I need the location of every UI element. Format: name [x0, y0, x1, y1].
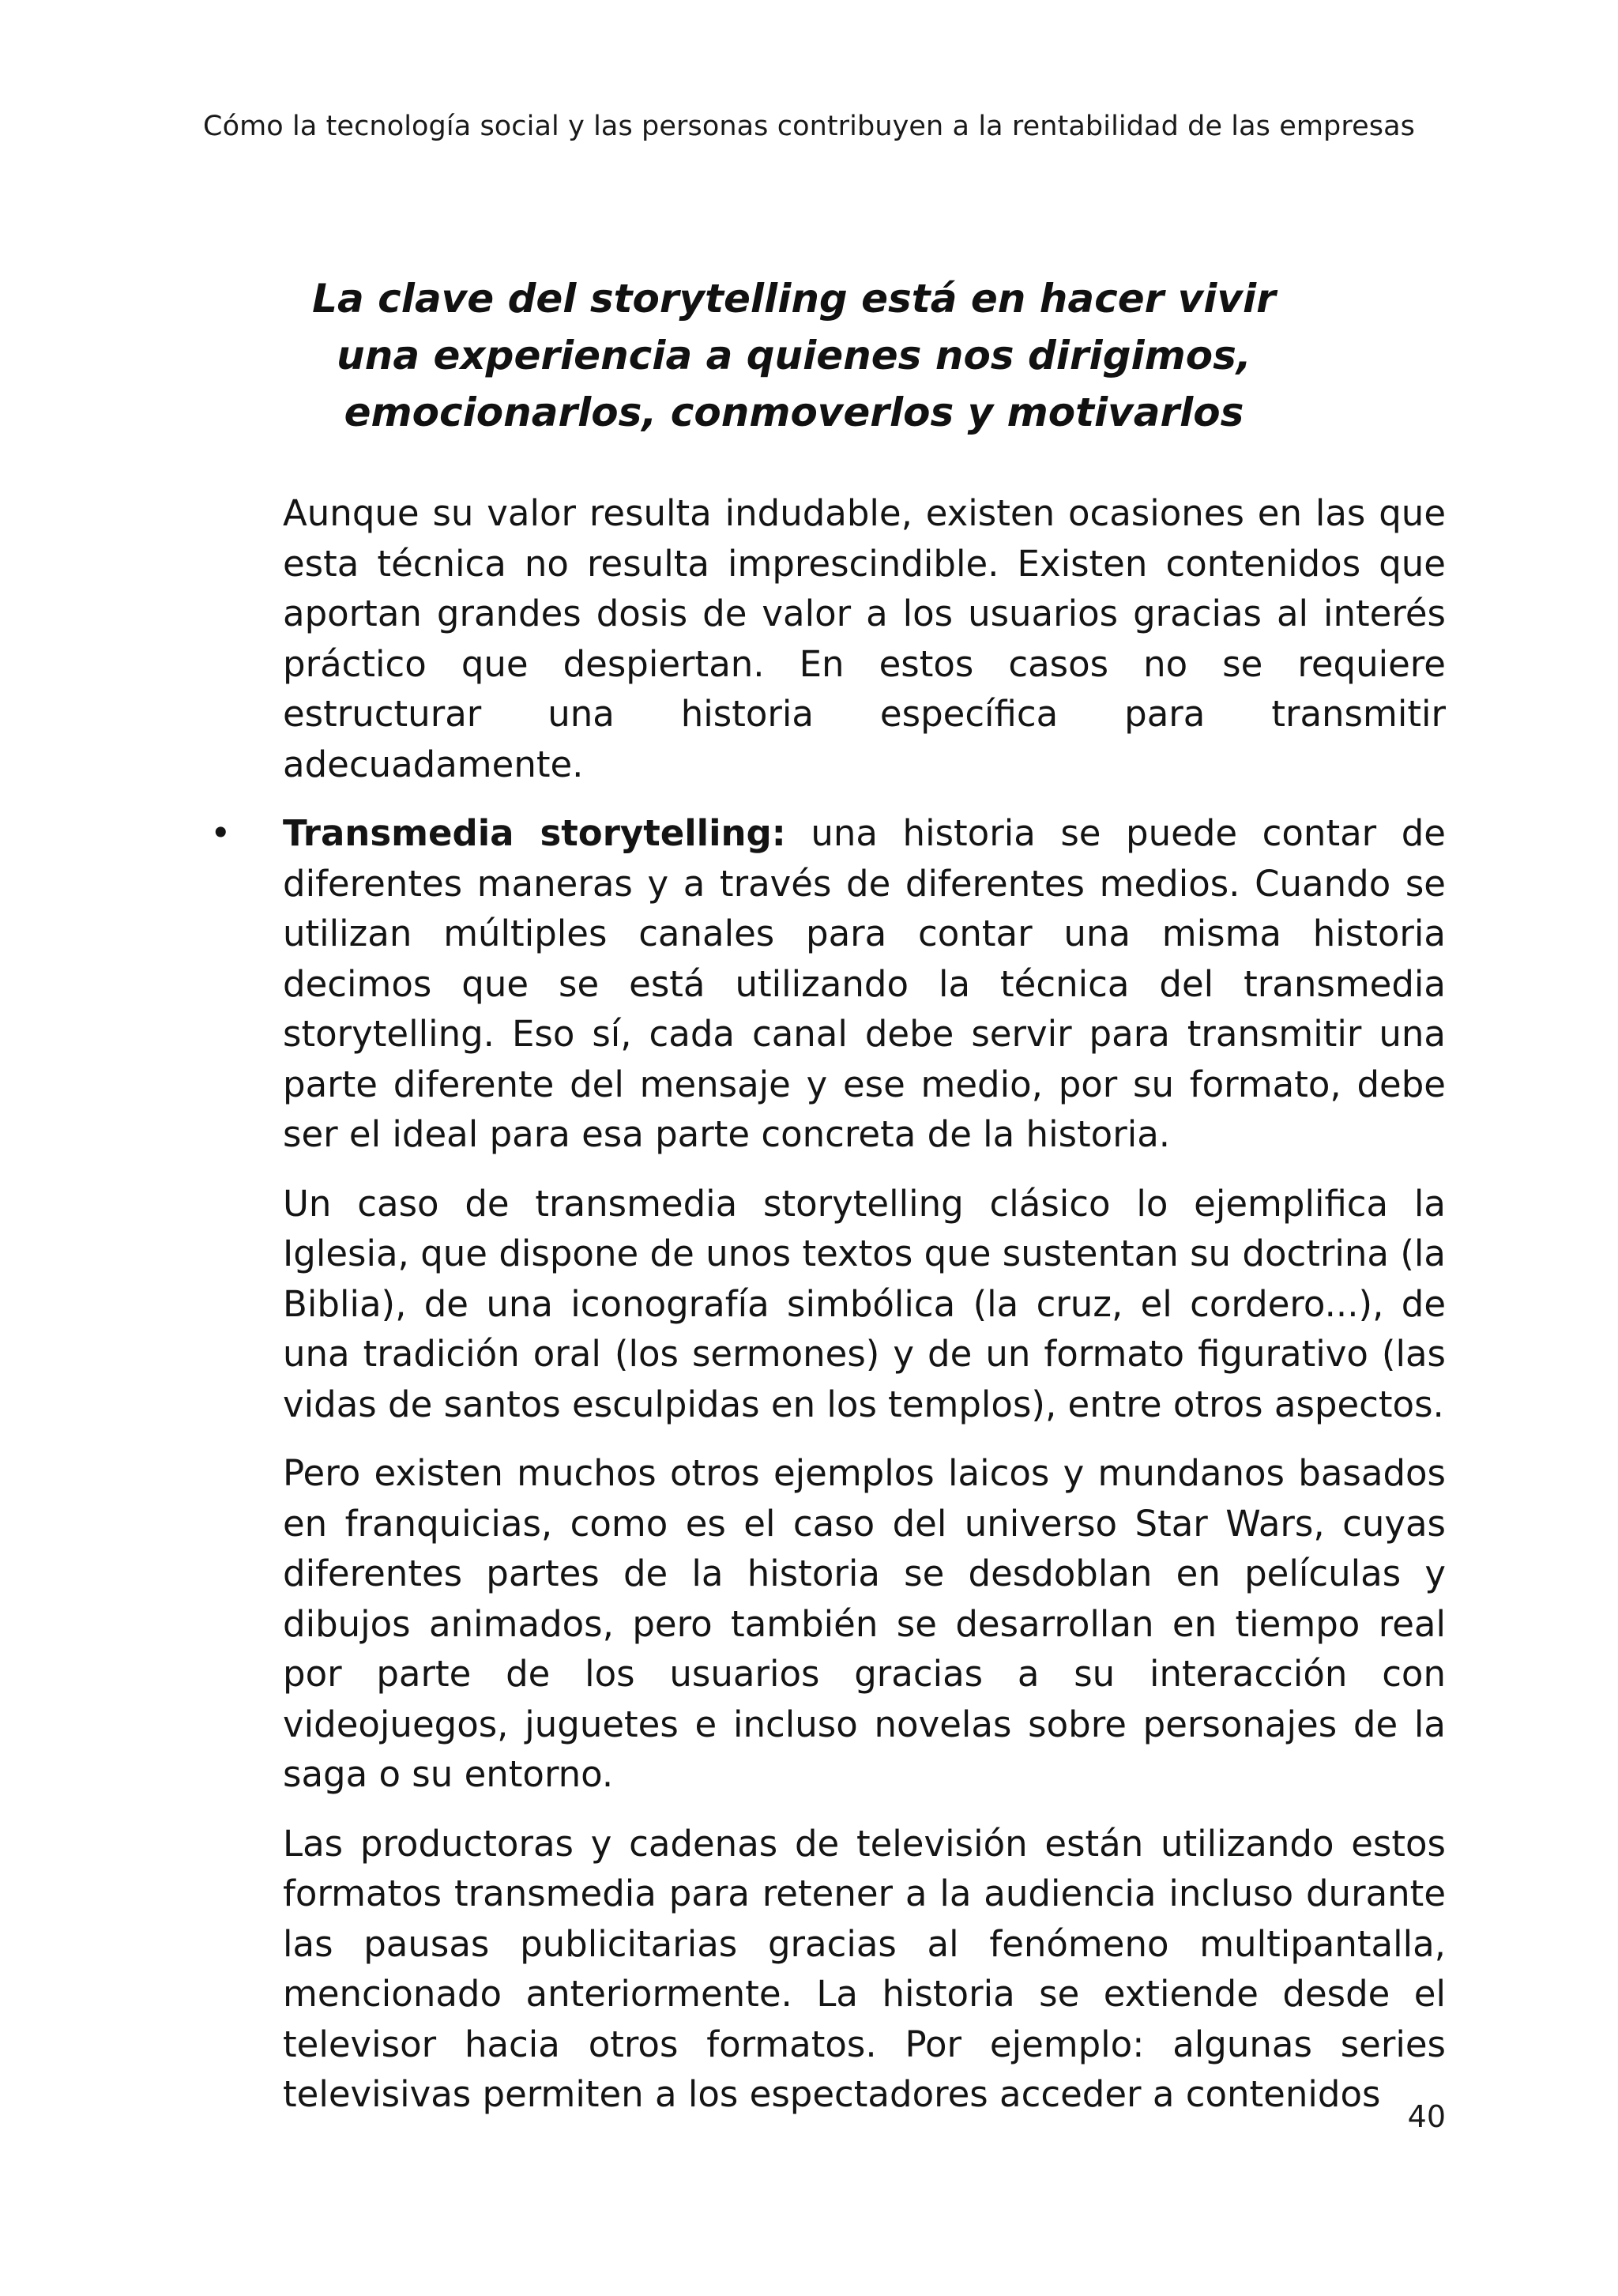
running-header: Cómo la tecnología social y las personas contribuyen a la rentabilidad de las empresas [203, 111, 1415, 142]
page-number: 40 [1407, 2099, 1446, 2134]
paragraph: Un caso de transmedia storytelling clásico lo ejemplifica la Iglesia, que dispone de unos textos que sustentan su doctrina (la Biblia), de una iconografía simbólica (la cruz, el cordero...), de una tradición oral (los sermones) y de un formato figurativo (las vidas de santos esculpidas en los templos), entre otros aspectos. [283, 1182, 1446, 1425]
pull-quote-line: una experiencia a quienes nos dirigimos, [337, 333, 1251, 378]
pull-quote [237, 270, 1351, 441]
pull-quote-line: La clave del storytelling está en hacer vivir [312, 276, 1276, 322]
pull-quote-line: emocionarlos, conmoverlos y motivarlos [344, 390, 1244, 435]
bullet-term: Transmedia storytelling: [283, 812, 786, 854]
paragraph: Pero existen muchos otros ejemplos laicos y mundanos basados en franquicias, como es el caso del universo Star Wars, cuyas diferentes partes de la historia se desdoblan en películas y dibujos animados, pero también se desarrollan en tiempo real por parte de los usuarios gracias a su interacción con videojuegos, juguetes e incluso novelas sobre personajes de la saga o su entorno. [283, 1452, 1446, 1795]
bullet-text: una historia se puede contar de diferentes maneras y a través de diferentes medios. Cuando se utilizan múltiples canales para contar una misma historia decimos que se está utilizando la técnica del transmedia storytelling. Eso sí, cada canal debe servir para transmitir una parte diferente del mensaje y ese medio, por su formato, debe ser el ideal para esa parte concreta de la historia. [283, 812, 1446, 1155]
bullet-icon: • [210, 812, 231, 854]
body-text [210, 488, 1446, 2139]
paragraph: Aunque su valor resulta indudable, existen ocasiones en las que esta técnica no resulta imprescindible. Existen contenidos que aportan grandes dosis de valor a los usuarios gracias al interés práctico que despiertan. En estos casos no se requiere estructurar una historia específica para transmitir adecuadamente. [283, 492, 1446, 785]
paragraph: Las productoras y cadenas de televisión están utilizando estos formatos transmedia para retener a la audiencia incluso durante las pausas publicitarias gracias al fenómeno multipantalla, mencionado anteriormente. La historia se extiende desde el televisor hacia otros formatos. Por ejemplo: algunas series televisivas permiten a los espectadores acceder a contenidos [283, 1822, 1446, 2115]
bullet-item [210, 808, 1446, 1160]
